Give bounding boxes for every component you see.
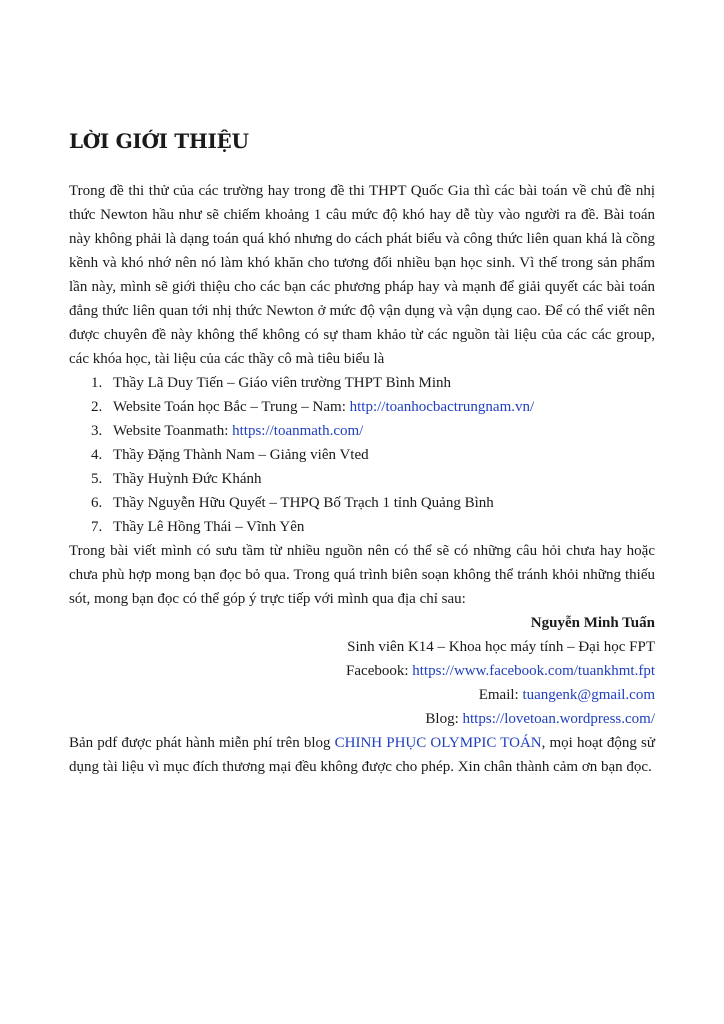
footer-paragraph (69, 731, 655, 779)
list-number: 7. (91, 519, 103, 535)
author-name: Nguyễn Minh Tuấn (530, 615, 655, 631)
page-title: LỜI GIỚI THIỆU (69, 129, 249, 153)
list-item-text: Thầy Lã Duy Tiến – Giáo viên trường THPT Bình Minh (113, 375, 452, 391)
author-affiliation: Sinh viên K14 – Khoa học máy tính – Đại học FPT (347, 639, 655, 655)
sources-list (69, 371, 655, 539)
author-blog (69, 707, 655, 731)
list-item (69, 371, 655, 395)
closing-paragraph: Trong bài viết mình có sưu tầm từ nhiều nguồn nên có thể sẽ có những câu hỏi chưa hay hoặc chưa phù hợp mong bạn đọc bỏ qua. Trong quá trình biên soạn không thể tránh khỏi những thiếu sót, mong bạn đọc có thể góp ý trực tiếp với mình qua địa chỉ sau: (69, 543, 655, 607)
list-item-text: Website Toán học Bắc – Trung – Nam: (113, 399, 350, 415)
list-item (69, 515, 655, 539)
intro-paragraph: Trong đề thi thử của các trường hay trong đề thi THPT Quốc Gia thì các bài toán về chủ đề nhị thức Newton hầu như sẽ chiếm khoảng 1 câu mức độ khó hay dễ tùy vào người ra đề. Bài toán này không phải là dạng toán quá khó nhưng do cách phát biểu và công thức liên quan khá là cồng kềnh và khó nhớ nên nó làm khó khăn cho tương đối nhiều bạn học sinh. Vì thế trong sản phẩm lần này, mình sẽ giới thiệu cho các bạn các phương pháp hay và mạnh để giải quyết các bài toán đẳng thức liên quan tới nhị thức Newton ở mức độ vận dụng và vận dụng cao. Để có thể viết nên được chuyên đề này không thể không có sự tham khảo từ các nguồn tài liệu của các các group, các khóa học, tài liệu của các thầy cô mà tiêu biểu là (69, 183, 655, 367)
list-number: 2. (91, 399, 103, 415)
toanmath-link[interactable]: https://toanmath.com/ (232, 423, 364, 439)
list-item (69, 467, 655, 491)
footer-text-before: Bản pdf được phát hành miễn phí trên blog (69, 735, 335, 751)
author-email (69, 683, 655, 707)
blog-link[interactable]: https://lovetoan.wordpress.com/ (462, 711, 655, 727)
facebook-label: Facebook: (346, 663, 413, 679)
facebook-link[interactable]: https://www.facebook.com/tuankhmt.fpt (412, 663, 655, 679)
list-number: 6. (91, 495, 103, 511)
list-item (69, 443, 655, 467)
toanhocbactrungnam-link[interactable]: http://toanhocbactrungnam.vn/ (349, 399, 535, 415)
document-page (69, 124, 655, 779)
list-number: 4. (91, 447, 103, 463)
email-label: Email: (478, 687, 523, 703)
footer-text-after: , mọi hoạt động sử dụng tài liệu vì mục đích thương mại đều không được cho phép. Xin chân thành cảm ơn bạn đọc. (69, 735, 655, 775)
list-item-text: Website Toanmath: (113, 423, 233, 439)
blog-name-link[interactable]: CHINH PHỤC OLYMPIC TOÁN (334, 735, 542, 751)
list-item (69, 491, 655, 515)
list-number: 3. (91, 423, 103, 439)
list-item (69, 395, 655, 419)
list-item-text: Thầy Đặng Thành Nam – Giảng viên Vted (113, 447, 369, 463)
list-item (69, 419, 655, 443)
author-facebook (69, 659, 655, 683)
list-item-text: Thầy Nguyễn Hữu Quyết – THPQ Bố Trạch 1 tỉnh Quảng Bình (113, 495, 494, 511)
list-number: 1. (91, 375, 103, 391)
email-link[interactable]: tuangenk@gmail.com (522, 687, 655, 703)
list-item-text: Thầy Lê Hồng Thái – Vĩnh Yên (113, 519, 305, 535)
list-item-text: Thầy Huỳnh Đức Khánh (113, 471, 262, 487)
blog-label: Blog: (425, 711, 463, 727)
list-number: 5. (91, 471, 103, 487)
